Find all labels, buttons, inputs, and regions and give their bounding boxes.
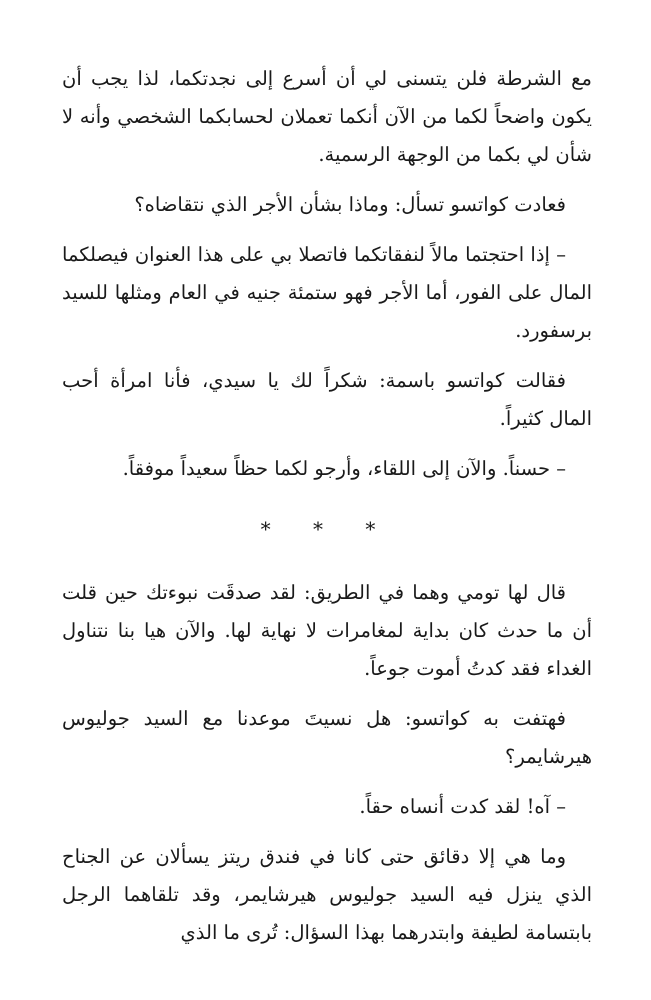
paragraph-9: وما هي إلا دقائق حتى كانا في فندق ريتز يسألان عن الجناح الذي ينزل فيه السيد جوليوس هيرشايمر، وقد تلقاهما الرجل بابتسامة لطيفة وابتدرهما بهذا السؤال: تُرى ما الذي: [62, 845, 592, 944]
paragraph-3: – إذا احتجتما مالاً لنفقاتكما فاتصلا بي على هذا العنوان فيصلكما المال على الفور، أما الأجر فهو ستمئة جنيه في العام ومثلها للسيد برسفورد.: [62, 243, 592, 342]
paragraph-1: مع الشرطة فلن يتسنى لي أن أسرع إلى نجدتكما، لذا يجب أن يكون واضحاً لكما من الآن أنكما تعملان لحسابكما الشخصي وأنه لا شأن لي بكما من الوجهة الرسمية.: [62, 67, 592, 166]
paragraph-4: فقالت كواتسو باسمة: شكراً لك يا سيدي، فأنا امرأة أحب المال كثيراً.: [62, 369, 592, 430]
paragraph-5: – حسناً. والآن إلى اللقاء، وأرجو لكما حظاً سعيداً موفقاً.: [122, 457, 566, 480]
paragraph-8: – آه! لقد كدت أنساه حقاً.: [359, 795, 566, 818]
paragraph-7: فهتفت به كواتسو: هل نسيتَ موعدنا مع السيد جوليوس هيرشايمر؟: [62, 707, 592, 768]
paragraph-2: فعادت كواتسو تسأل: وماذا بشأن الأجر الذي نتقاضاه؟: [134, 193, 566, 216]
book-page: [62, 60, 592, 964]
paragraph-6: قال لها تومي وهما في الطريق: لقد صدقَت نبوءتك حين قلت أن ما حدث كان بداية لمغامرات لا نهاية لها. والآن هيا بنا نتناول الغداء فقد كدتُ أموت جوعاً.: [62, 581, 592, 680]
section-separator: * * *: [260, 517, 394, 541]
